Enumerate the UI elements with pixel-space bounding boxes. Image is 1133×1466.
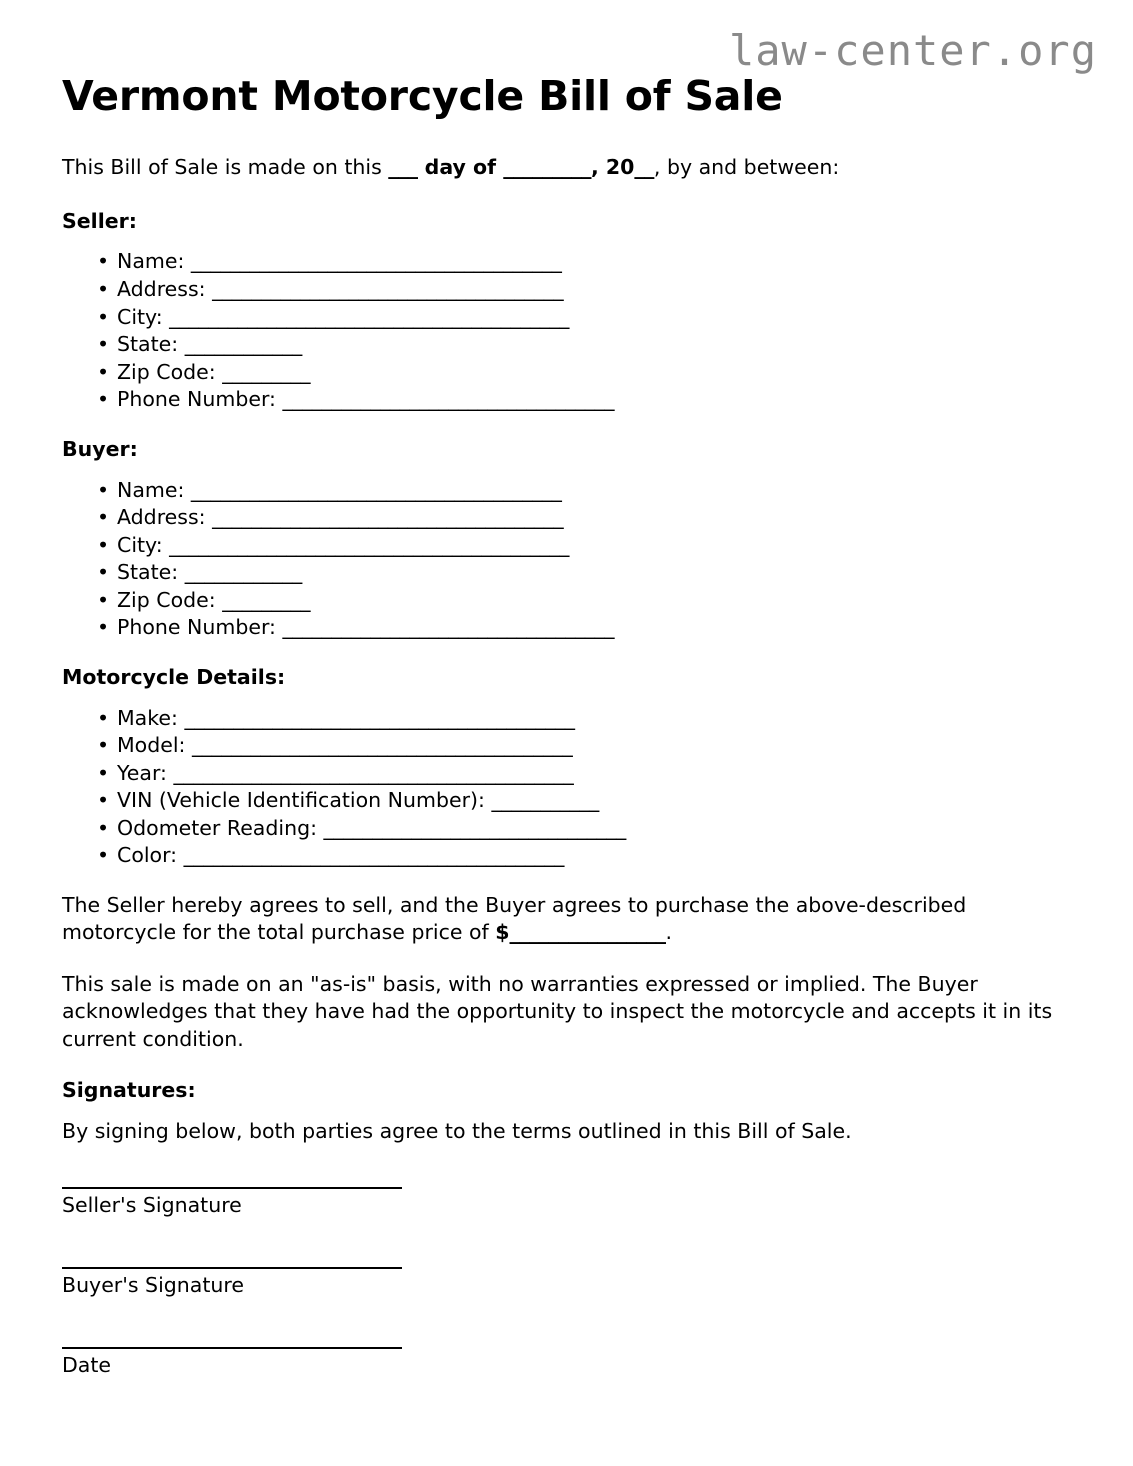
field-label: Odometer Reading: xyxy=(117,815,324,840)
intro-year-blank: __ xyxy=(634,155,654,180)
section-heading-seller: Seller: xyxy=(62,208,137,233)
field-blank[interactable]: _________ xyxy=(222,359,310,384)
field-blank[interactable]: _______________________________________ xyxy=(191,733,573,758)
intro-day-blank: ___ xyxy=(388,155,418,180)
list-item xyxy=(62,559,1071,587)
field-label: City: xyxy=(117,532,170,557)
field-blank[interactable]: _________________________________________ xyxy=(173,760,574,785)
list-item xyxy=(62,477,1071,505)
field-blank[interactable]: ____________________________________ xyxy=(212,505,564,530)
buyer-signature-group xyxy=(62,1267,1071,1299)
field-blank[interactable]: __________________________________ xyxy=(282,387,614,412)
field-label: Model: xyxy=(117,733,192,758)
field-blank[interactable]: _________________________________________ xyxy=(169,532,569,557)
section-heading-signatures: Signatures: xyxy=(62,1078,196,1103)
field-label: Zip Code: xyxy=(117,587,223,612)
list-item xyxy=(62,504,1071,532)
list-item xyxy=(62,815,1071,843)
seller-signature-group xyxy=(62,1187,1071,1219)
list-item xyxy=(62,614,1071,642)
price-text-before: The Seller hereby agrees to sell, and the Buyer agrees to purchase the above-described motorcycle for the total purchase price of xyxy=(62,892,967,945)
list-item xyxy=(62,842,1071,870)
intro-date-blank: _________ xyxy=(503,155,591,180)
field-label: Zip Code: xyxy=(117,359,223,384)
intro-day-of-label: day of xyxy=(417,155,504,180)
list-item xyxy=(62,587,1071,615)
field-blank[interactable]: __________________________________ xyxy=(282,615,614,640)
intro-text-part1: This Bill of Sale is made on this xyxy=(62,155,389,180)
field-blank[interactable]: _______________________________ xyxy=(323,815,626,840)
section-heading-motorcycle-details: Motorcycle Details: xyxy=(62,664,286,689)
list-item xyxy=(62,787,1071,815)
field-label: Address: xyxy=(117,277,213,302)
signing-intro-paragraph: By signing below, both parties agree to the terms outlined in this Bill of Sale. xyxy=(62,1118,852,1143)
list-item xyxy=(62,304,1071,332)
field-label: Phone Number: xyxy=(117,387,283,412)
field-blank[interactable]: ____________________________________ xyxy=(212,277,564,302)
field-label: State: xyxy=(117,560,185,585)
dollar-sign: $ xyxy=(495,920,510,945)
field-blank[interactable]: ___________ xyxy=(491,788,599,813)
field-label: VIN (Vehicle Identification Number): xyxy=(117,788,492,813)
seller-signature-label: Seller's Signature xyxy=(62,1193,242,1218)
intro-line xyxy=(62,154,1071,181)
section-heading-buyer: Buyer: xyxy=(62,436,138,461)
intro-year-label: , 20 xyxy=(590,155,635,180)
field-blank[interactable]: ____________ xyxy=(184,332,302,357)
list-item xyxy=(62,532,1071,560)
date-signature-group xyxy=(62,1347,1071,1379)
buyer-signature-rule[interactable] xyxy=(62,1267,402,1269)
field-blank[interactable]: _______________________________________ xyxy=(183,843,564,868)
as-is-paragraph: This sale is made on an "as-is" basis, with no warranties expressed or implied. The Buyer acknowledges that they have had the opportunity to inspect the motorcycle and accepts it in its current condition. xyxy=(62,971,1053,1051)
seller-field-list xyxy=(62,248,1071,413)
page-title: Vermont Motorcycle Bill of Sale xyxy=(62,72,783,120)
field-label: Name: xyxy=(117,249,191,274)
list-item xyxy=(62,386,1071,414)
price-paragraph xyxy=(62,892,1071,947)
field-label: Address: xyxy=(117,505,213,530)
field-label: City: xyxy=(117,304,170,329)
intro-text-part2: , by and between: xyxy=(653,155,840,180)
date-signature-rule[interactable] xyxy=(62,1347,402,1349)
field-blank[interactable]: ____________ xyxy=(184,560,302,585)
price-text-after: . xyxy=(665,920,673,945)
date-label: Date xyxy=(62,1352,111,1377)
seller-signature-rule[interactable] xyxy=(62,1187,402,1189)
field-blank[interactable]: ______________________________________ xyxy=(190,477,562,502)
list-item xyxy=(62,760,1071,788)
field-label: Year: xyxy=(117,760,174,785)
watermark-law-center: law-center.org xyxy=(728,26,1097,75)
field-label: Name: xyxy=(117,477,191,502)
list-item xyxy=(62,359,1071,387)
list-item xyxy=(62,331,1071,359)
list-item xyxy=(62,705,1071,733)
field-blank[interactable]: _________________________________________ xyxy=(169,304,569,329)
field-label: Make: xyxy=(117,705,185,730)
list-item xyxy=(62,248,1071,276)
price-blank[interactable]: ________________ xyxy=(509,920,666,945)
signature-block xyxy=(62,1187,1071,1378)
field-blank[interactable]: ________________________________________ xyxy=(184,705,575,730)
list-item xyxy=(62,732,1071,760)
field-blank[interactable]: ______________________________________ xyxy=(190,249,562,274)
field-blank[interactable]: _________ xyxy=(222,587,310,612)
field-label: Phone Number: xyxy=(117,615,283,640)
field-label: State: xyxy=(117,332,185,357)
document-content xyxy=(62,72,1071,1426)
field-label: Color: xyxy=(117,843,184,868)
buyer-signature-label: Buyer's Signature xyxy=(62,1272,244,1297)
motorcycle-field-list xyxy=(62,705,1071,870)
buyer-field-list xyxy=(62,477,1071,642)
list-item xyxy=(62,276,1071,304)
